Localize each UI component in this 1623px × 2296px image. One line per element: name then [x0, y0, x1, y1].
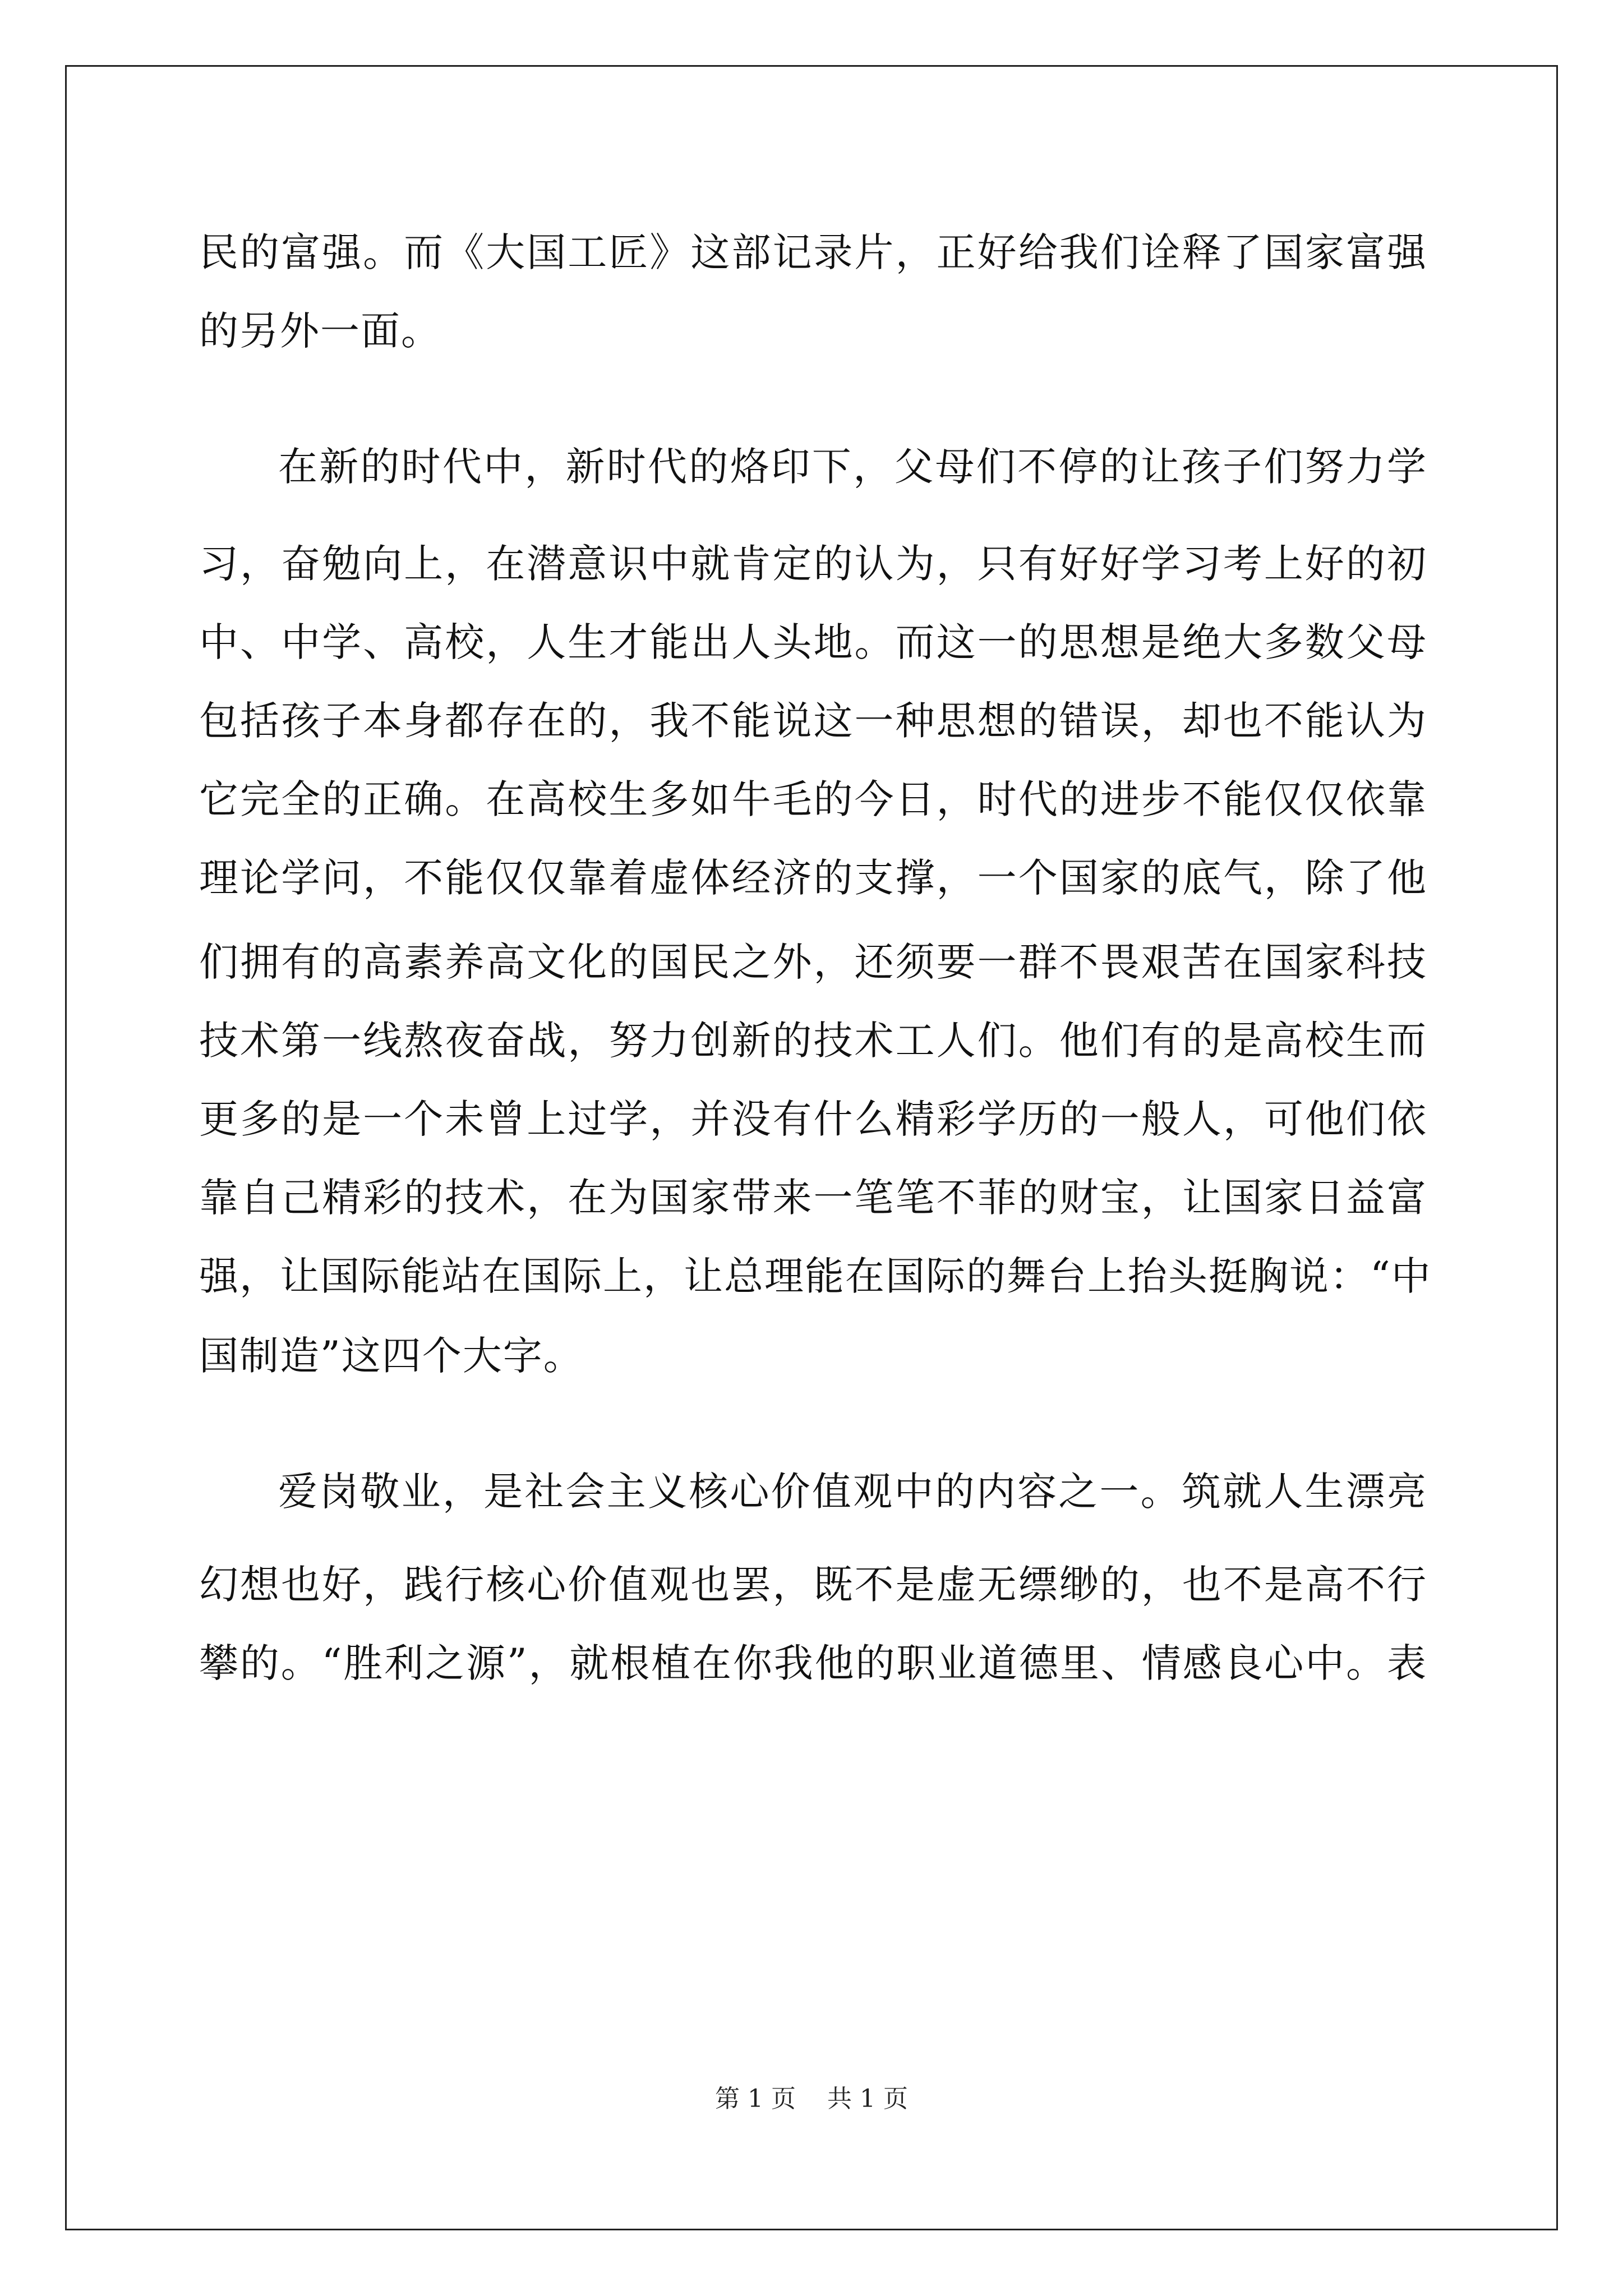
text-line: 们拥有的高素养高文化的国民之外，还须要一群不畏艰苦在国家科技	[199, 939, 1427, 985]
text-line: 在新的时代中，新时代的烙印下，父母们不停的让孩子们努力学	[278, 444, 1427, 490]
text-line: 攀的。“胜利之源”，就根植在你我他的职业道德里、情感良心中。表	[199, 1640, 1427, 1686]
text-line: 强，让国际能站在国际上，让总理能在国际的舞台上抬头挺胸说：“中	[199, 1253, 1432, 1299]
page-number: 第 1 页	[715, 2085, 796, 2113]
text-line: 它完全的正确。在高校生多如牛毛的今日，时代的进步不能仅仅依靠	[199, 776, 1427, 822]
text-line: 爱岗敬业，是社会主义核心价值观中的内容之一。筑就人生漂亮	[278, 1469, 1427, 1515]
page-border	[65, 65, 1558, 2230]
page-footer	[0, 2082, 1623, 2116]
text-line: 幻想也好，践行核心价值观也罢，既不是虚无缥缈的，也不是高不行	[199, 1562, 1427, 1608]
text-line: 理论学问，不能仅仅靠着虚体经济的支撑，一个国家的底气，除了他	[199, 855, 1427, 901]
text-line: 习，奋勉向上，在潜意识中就肯定的认为，只有好好学习考上好的初	[199, 541, 1427, 587]
text-line: 民的富强。而《大国工匠》这部记录片，正好给我们诠释了国家富强	[199, 229, 1427, 275]
text-line: 靠自己精彩的技术，在为国家带来一笔笔不菲的财宝，让国家日益富	[199, 1175, 1427, 1221]
text-line: 更多的是一个未曾上过学，并没有什么精彩学历的一般人，可他们依	[199, 1096, 1427, 1142]
text-line: 中、中学、高校，人生才能出人头地。而这一的思想是绝大多数父母	[199, 619, 1427, 665]
page-total: 共 1 页	[827, 2085, 908, 2113]
text-line: 的另外一面。	[199, 308, 441, 354]
text-line: 国制造”这四个大字。	[199, 1333, 584, 1379]
text-line: 技术第一线熬夜奋战，努力创新的技术工人们。他们有的是高校生而	[199, 1018, 1427, 1064]
text-line: 包括孩子本身都存在的，我不能说这一种思想的错误，却也不能认为	[199, 698, 1427, 744]
